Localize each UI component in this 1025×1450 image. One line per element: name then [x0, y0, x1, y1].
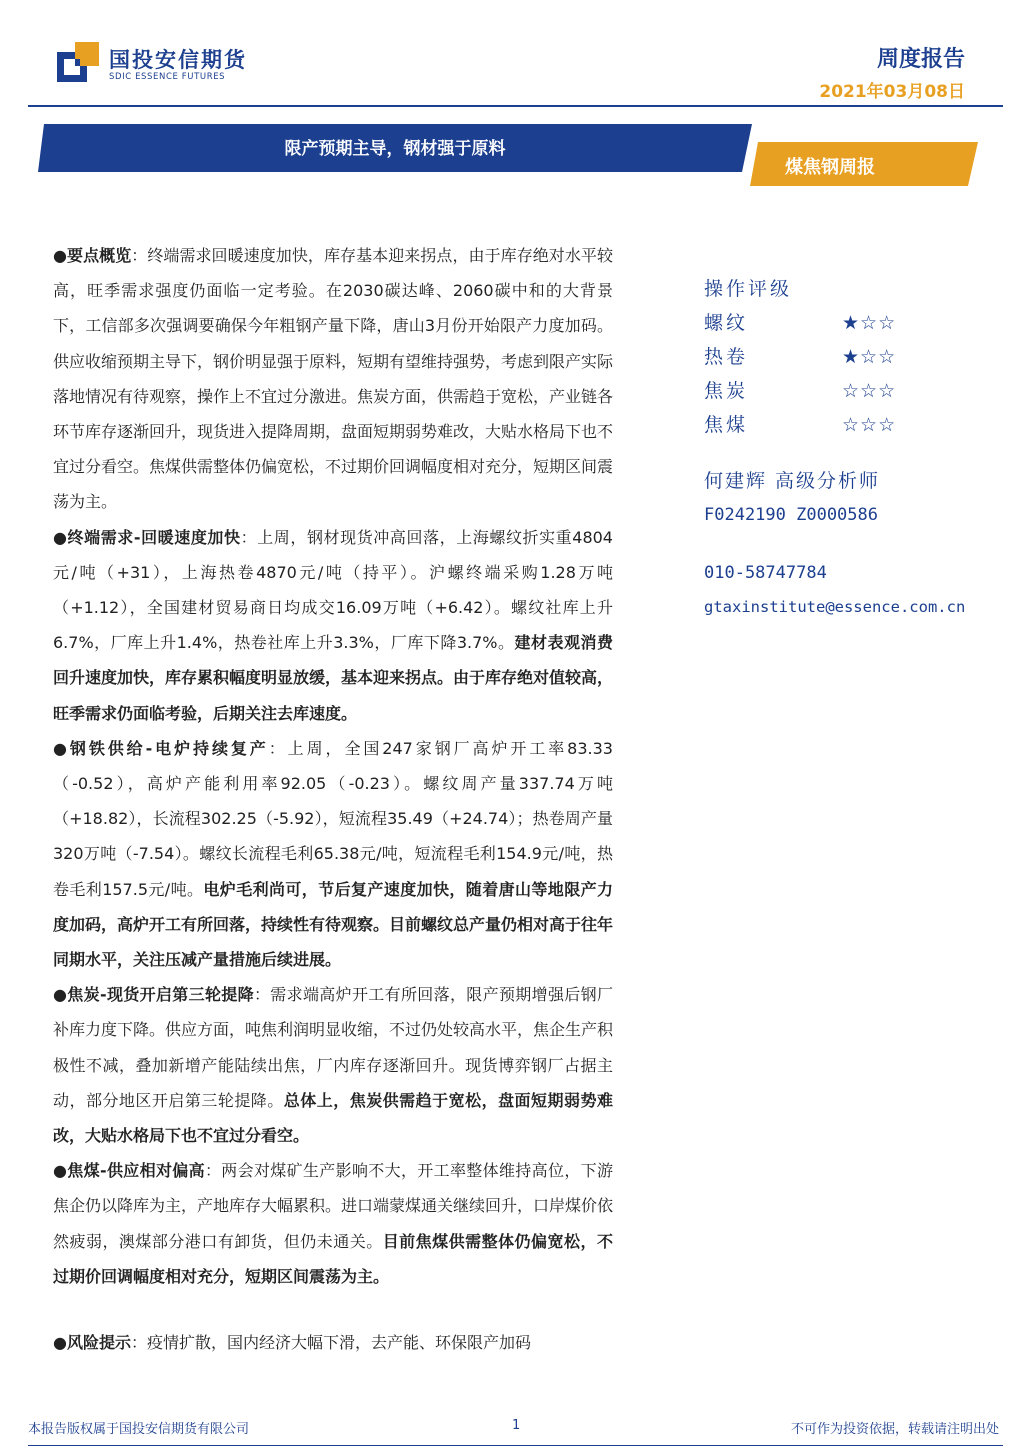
report-date: 2021年03月08日: [819, 82, 965, 102]
footer-divider: [28, 1445, 1003, 1446]
rating-stars-icon: ★☆☆: [842, 312, 897, 334]
rating-title: 操作评级: [704, 278, 793, 300]
section-heading: ●风险提示: [53, 1333, 131, 1352]
section-coke: [53, 977, 613, 1153]
section-heading: ●终端需求-回暖速度加快: [53, 527, 241, 547]
section-heading: ●焦煤-供应相对偏高: [53, 1161, 205, 1181]
sidebar: [704, 272, 1019, 624]
report-type: 周度报告: [876, 47, 965, 72]
section-risk: [53, 1325, 653, 1360]
rating-stars-icon: ★☆☆: [842, 346, 897, 368]
rating-product: 焦煤: [704, 414, 749, 436]
contact-email[interactable]: gtaxinstitute@essence.com.cn: [704, 598, 966, 616]
section-coking-coal: [53, 1153, 613, 1294]
section-text: ：上周，全国247家钢厂高炉开工率83.33（-0.52），高炉产能利用率92.05（-0.23）。螺纹周产量337.74万吨（+18.82），长流程302.25（-5.92），短流程35.49（+24.74）；热卷周产量320万吨（-7.54）。螺纹长流程毛利65.38元/吨，短流程毛利154.9元/吨，热卷毛利157.5元/吨。: [53, 738, 613, 899]
rating-stars-icon: ☆☆☆: [842, 414, 897, 436]
rating-product: 螺纹: [704, 312, 749, 334]
section-conclusion: 目前焦煤供需整体仍偏宽松，不过期价回调幅度相对充分，短期区间震荡为主。: [53, 1231, 613, 1286]
section-text: ：上周，钢材现货冲高回落，上海螺纹折实重4804元/吨（+31），上海热卷4870元/吨（持平）。沪螺终端采购1.28万吨（+1.12），全国建材贸易商日均成交16.09万吨（+6.42）。螺纹社库上升6.7%，厂库上升1.4%，热卷社库上升3.3%，厂库下降3.7%。: [53, 527, 613, 653]
logo-mark-icon: [57, 42, 101, 82]
rating-row: [704, 306, 1019, 340]
rating-stars-icon: ☆☆☆: [842, 380, 897, 402]
rating-row: [704, 374, 1019, 408]
rating-row: [704, 408, 1019, 442]
footer-copyright: 本报告版权属于国投安信期货有限公司: [28, 1422, 250, 1437]
section-supply: [53, 731, 613, 977]
report-category-tag: 煤焦钢周报: [785, 157, 875, 178]
rating-product: 焦炭: [704, 380, 749, 402]
page-number: 1: [512, 1418, 521, 1433]
section-text: ：需求端高炉开工有所回落，限产预期增强后钢厂补库力度下降。供应方面，吨焦利润明显收缩，不过仍处较高水平，焦企生产积极性不减，叠加新增产能陆续出焦，厂内库存逐渐回升。现货博弈钢厂占据主动，部分地区开启第三轮提降。: [53, 985, 614, 1110]
footer-disclaimer: 不可作为投资依据，转载请注明出处: [790, 1422, 999, 1437]
section-heading: ●焦炭-现货开启第三轮提降: [53, 985, 254, 1005]
section-text: ：疫情扩散，国内经济大幅下滑，去产能、环保限产加码: [130, 1333, 531, 1352]
section-heading: ●钢铁供给-电炉持续复产: [53, 738, 269, 758]
report-title: 限产预期主导，钢材强于原料: [284, 139, 506, 159]
main-content: [53, 238, 613, 1294]
rating-product: 热卷: [704, 346, 749, 368]
rating-row: [704, 340, 1019, 374]
analyst-license: F0242190 Z0000586: [704, 505, 878, 525]
company-logo: [57, 42, 247, 86]
section-conclusion: 电炉毛利尚可，节后复产速度加快，随着唐山等地限产力度加码，高炉开工有所回落，持续性有待观察。目前螺纹总产量仍相对高于往年同期水平，关注压减产量措施后续进展。: [53, 879, 614, 970]
analyst-name: 何建辉 高级分析师: [704, 470, 881, 492]
logo-name-cn: 国投安信期货: [109, 48, 247, 72]
section-text: ：终端需求回暖速度加快，库存基本迎来拐点，由于库存绝对水平较高，旺季需求强度仍面临一定考验。在2030碳达峰、2060碳中和的大背景下，工信部多次强调要确保今年粗钢产量下降，唐山3月份开始限产力度加码。供应收缩预期主导下，钢价明显强于原料，短期有望维持强势，考虑到限产实际落地情况有待观察，操作上不宜过分激进。焦炭方面，供需趋于宽松，产业链各环节库存逐渐回升，现货进入提降周期，盘面短期弱势难改，大贴水格局下也不宜过分看空。焦煤供需整体仍偏宽松，不过期价回调幅度相对充分，短期区间震荡为主。: [53, 246, 614, 512]
section-heading: ●要点概览: [53, 246, 132, 265]
contact-phone: 010-58747784: [704, 563, 827, 583]
header-divider: [28, 105, 1003, 107]
section-conclusion: 总体上，焦炭供需趋于宽松，盘面短期弱势难改，大贴水格局下也不宜过分看空。: [53, 1090, 613, 1146]
section-text: ：两会对煤矿生产影响不大，开工率整体维持高位，下游焦企仍以降库为主，产地库存大幅累积。进口端蒙煤通关继续回升，口岸煤价依然疲弱，澳煤部分港口有卸货，但仍未通关。: [53, 1161, 614, 1251]
section-demand: [53, 520, 613, 731]
section-overview: [53, 238, 613, 520]
logo-name-en: SDIC ESSENCE FUTURES: [109, 72, 226, 82]
section-conclusion: 建材表观消费回升速度加快，库存累积幅度明显放缓，基本迎来拐点。由于库存绝对值较高，旺季需求仍面临考验，后期关注去库速度。: [53, 633, 614, 723]
